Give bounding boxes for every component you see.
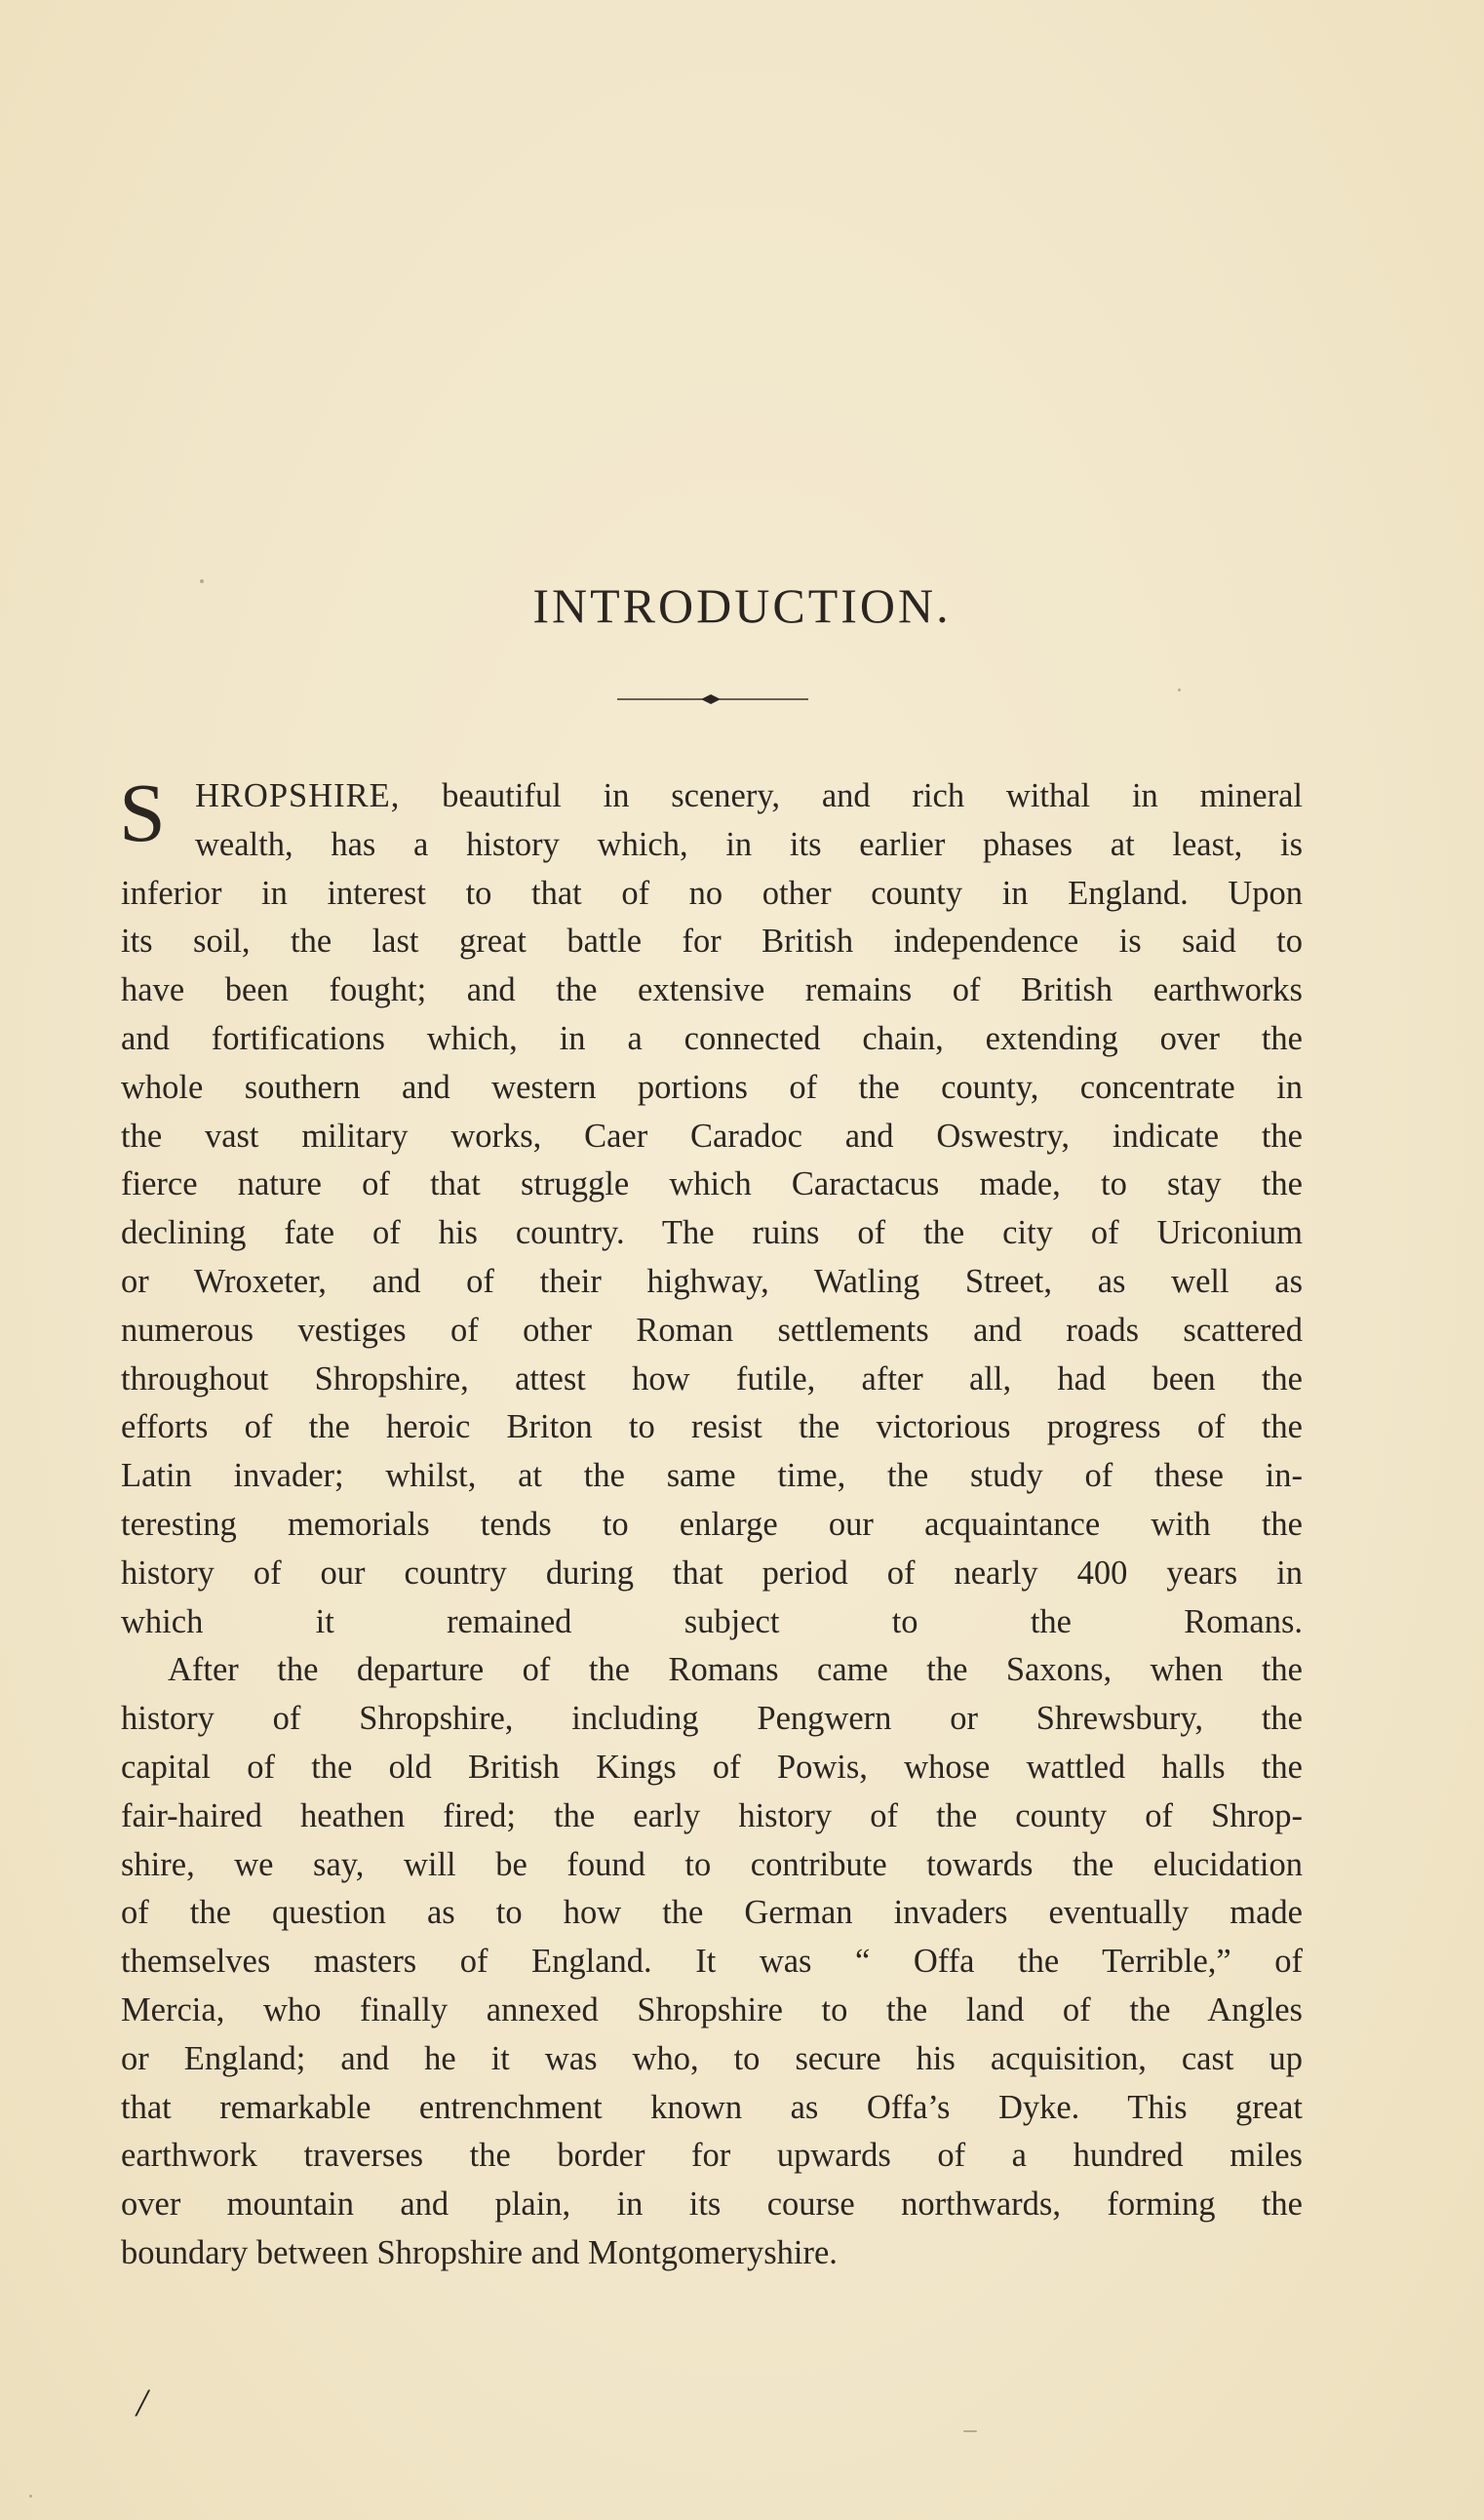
text-line: inferior in interest to that of no other county in England. Upon (121, 874, 1303, 912)
paper-speck (963, 2430, 977, 2432)
text-line: of the question as to how the German invaders eventually made (121, 1894, 1303, 1932)
introduction-text (119, 766, 1303, 2278)
text-line: that remarkable entrenchment known as Offa’s Dyke. This great (121, 2088, 1303, 2126)
text-line: teresting memorials tends to enlarge our acquaintance with the (121, 1505, 1303, 1543)
text-line: its soil, the last great battle for British independence is said to (121, 923, 1303, 961)
paper-speck (29, 2495, 32, 2498)
paper-speck (1178, 689, 1181, 691)
text-line: earthwork traverses the border for upwards of a hundred miles (121, 2137, 1303, 2175)
text-line: After the departure of the Romans came the Saxons, when the (168, 1651, 1303, 1689)
text-line: which it remained subject to the Romans. (121, 1602, 1303, 1640)
text-line: declining fate of his country. The ruins of the city of Uriconium (121, 1214, 1303, 1252)
text-line: wealth, has a history which, in its earlier phases at least, is (195, 825, 1303, 863)
text-line: or Wroxeter, and of their highway, Watling Street, as well as (121, 1262, 1303, 1300)
text-line: fair-haired heathen fired; the early history of the county of Shrop- (121, 1796, 1303, 1834)
first-word: HROPSHIRE, (195, 777, 401, 814)
text-line: boundary between Shropshire and Montgomeryshire. (121, 2233, 838, 2271)
text-line: fierce nature of that struggle which Caractacus made, to stay the (121, 1165, 1303, 1203)
line-text: beautiful in scenery, and rich withal in mineral (400, 777, 1303, 814)
text-line: and fortifications which, in a connected chain, extending over the (121, 1019, 1303, 1057)
text-line: over mountain and plain, in its course northwards, forming the (121, 2185, 1303, 2224)
text-line: numerous vestiges of other Roman settlements and roads scattered (121, 1311, 1303, 1349)
text-line: history of our country during that period of nearly 400 years in (121, 1554, 1303, 1592)
text-line: capital of the old British Kings of Powis, whose wattled halls the (121, 1748, 1303, 1786)
text-line: history of Shropshire, including Pengwern or Shrewsbury, the (121, 1700, 1303, 1738)
text-line: Mercia, who finally annexed Shropshire to the land of the Angles (121, 1990, 1303, 2028)
text-line: shire, we say, will be found to contribute towards the elucidation (121, 1845, 1303, 1883)
text-line: Latin invader; whilst, at the same time, the study of these in- (121, 1457, 1303, 1495)
drop-cap: S (119, 766, 166, 859)
paper-speck (200, 579, 204, 583)
text-line: whole southern and western portions of the county, concentrate in (121, 1068, 1303, 1106)
text-line: the vast military works, Caer Caradoc and Oswestry, indicate the (121, 1117, 1303, 1155)
text-line: efforts of the heroic Briton to resist the victorious progress of the (121, 1408, 1303, 1446)
text-line: throughout Shropshire, attest how futile, after all, had been the (121, 1359, 1303, 1398)
text-line: or England; and he it was who, to secure his acquisition, cast up (121, 2039, 1303, 2077)
signature-mark: / (137, 2381, 148, 2424)
page-title: INTRODUCTION. (532, 578, 952, 633)
divider-ornament (615, 689, 810, 709)
text-line: have been fought; and the extensive remains of British earthworks (121, 971, 1303, 1009)
text-line: themselves masters of England. It was “ Offa the Terrible,” of (121, 1943, 1303, 1981)
